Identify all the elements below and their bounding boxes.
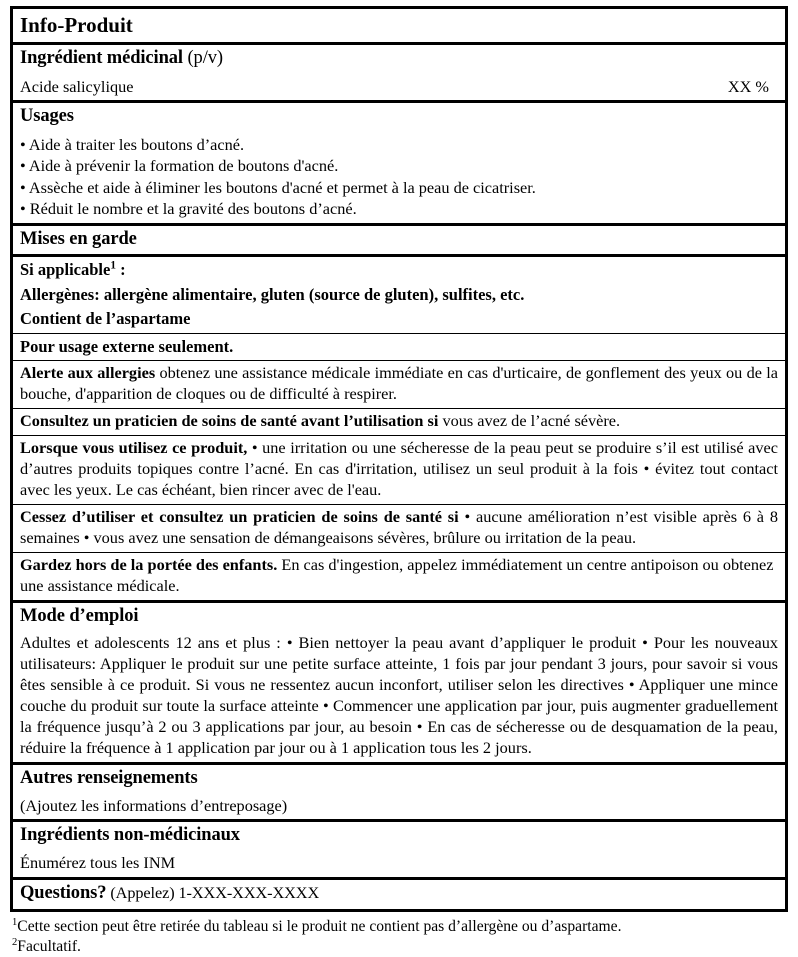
non-medicinal-heading-row: [13, 822, 785, 851]
consult-practitioner-row: [13, 408, 785, 435]
medicinal-heading-row: [13, 45, 785, 74]
other-info-heading: Autres renseignements: [20, 767, 198, 788]
questions-line: [20, 882, 778, 906]
footnote-1-marker: 1: [12, 916, 18, 928]
consult-practitioner-text: Consultez un praticien de soins de santé avant l’utilisation si vous avez de l’acné sévère.: [20, 411, 621, 431]
medicinal-heading-bold: Ingrédient médicinal: [20, 48, 183, 69]
footnote-1-text: Cette section peut être retirée du tableau si le produit ne contient pas d’allergène ou d’aspartame.: [17, 917, 622, 935]
questions-row: [13, 880, 785, 909]
when-using-text: Lorsque vous utilisez ce produit, • une irritation ou une sécheresse de la peau peut se produire s’il est utilisé avec d’autres produits topiques contre l’acné. En cas d'irritation, utilisez un seul produit à la fois • évitez tout contact avec les yeux. Le cas échéant, bien rincer avec de l'eau.: [20, 438, 778, 499]
product-facts-table: [10, 6, 788, 912]
consult-practitioner-label: Consultez un praticien de soins de santé avant l’utilisation si: [20, 411, 439, 431]
other-info-heading-row: [13, 765, 785, 794]
stop-use-row: [13, 504, 785, 552]
allergy-alert-text: Alerte aux allergies obtenez une assistance médicale immédiate en cas d'urticaire, de gonflement des yeux ou de la bouche, d'apparition de cloques ou de difficulté à respirer.: [20, 363, 779, 404]
non-medicinal-body-row: [13, 851, 785, 877]
usages-list-row: [13, 132, 785, 223]
usages-heading: Usages: [20, 106, 74, 127]
usages-list: [20, 134, 778, 220]
non-medicinal-body: Énumérez tous les INM: [20, 853, 176, 873]
section-medicinal-ingredient: [13, 45, 785, 103]
keep-away-row: [13, 552, 785, 600]
stop-use-label: Cessez d’utiliser et consultez un praticien de soins de santé si: [20, 506, 459, 526]
page-title: Info-Produit: [20, 13, 133, 37]
section-questions: [13, 880, 785, 909]
stop-use-text: Cessez d’utiliser et consultez un praticien de soins de santé si • aucune amélioration n’est visible après 6 à 8 semaines • vous avez une sensation de démangeaisons sévères, brûlure ou irritation de la peau.: [20, 506, 778, 547]
section-title: [13, 9, 785, 45]
ingredient-name: Acide salicylique: [20, 76, 134, 96]
if-applicable-row: [13, 257, 785, 332]
questions-phone: (Appelez) 1-XXX-XXX-XXXX: [106, 883, 320, 903]
ingredient-strength: XX %: [727, 76, 769, 96]
medicinal-heading: [20, 47, 778, 71]
directions-heading-row: [13, 603, 785, 632]
section-non-medicinal-ingredients: [13, 822, 785, 880]
section-other-information: [13, 765, 785, 823]
aspartame-line: Contient de l’aspartame: [20, 309, 191, 329]
medicinal-ingredient-row: [13, 74, 785, 100]
non-medicinal-heading: Ingrédients non-médicinaux: [20, 825, 240, 846]
when-using-row: [13, 435, 785, 504]
footnote-2-text: Facultatif.: [17, 938, 81, 956]
when-using-label: Lorsque vous utilisez ce produit,: [20, 438, 248, 457]
directions-body: Adultes et adolescents 12 ans et plus : • Bien nettoyer la peau avant d’appliquer le produit • Pour les nouveaux utilisateurs: Appliquer le produit sur une petite surface atteinte, 1 fois par jour pendant 3 jours, pour savoir si vous êtes sensible à ce produit. Si vous ne ressentez aucun inconfort, utiliser selon les directives • Appliquer une mince couche du produit sur toute la surface atteinte • Commencer une application par jour, puis augmenter graduellement la fréquence jusqu’à 2 ou 3 applications par jour, au besoin • En cas de sécheresse ou de desquamation de la peau, réduire la fréquence à 1 application par jour ou à 1 application tous les 2 jours.: [20, 633, 778, 757]
footnote-2-marker: 2: [12, 936, 18, 948]
questions-label: Questions?: [20, 883, 107, 904]
usages-heading-row: [13, 103, 785, 132]
footnote-1: [12, 917, 788, 937]
warnings-heading-row: [13, 226, 785, 255]
other-info-body: (Ajoutez les informations d’entreposage): [20, 795, 288, 815]
list-item: • Réduit le nombre et la gravité des boutons d’acné.: [20, 199, 357, 219]
if-applicable-label: Si applicable$^1$ :: [20, 259, 126, 280]
footnote-2: [12, 937, 788, 957]
keep-away-text: Gardez hors de la portée des enfants. En cas d'ingestion, appelez immédiatement un centre antipoison ou obtenez une assistance médicale.: [20, 554, 774, 595]
keep-away-label: Gardez hors de la portée des enfants.: [20, 554, 278, 574]
section-warnings-heading: [13, 226, 785, 258]
section-warnings-body: [13, 257, 785, 602]
directions-body-row: [13, 631, 785, 762]
medicinal-heading-rest: (p/v): [182, 48, 223, 69]
allergy-alert-row: [13, 360, 785, 408]
external-use-text: Pour usage externe seulement.: [20, 336, 234, 356]
allergy-alert-label: Alerte aux allergies: [20, 363, 156, 383]
other-info-body-row: [13, 794, 785, 820]
directions-heading: Mode d’emploi: [20, 605, 139, 626]
external-use-row: [13, 333, 785, 360]
list-item: • Aide à prévenir la formation de boutons d'acné.: [20, 156, 339, 176]
list-item: • Assèche et aide à éliminer les boutons d'acné et permet à la peau de cicatriser.: [20, 177, 536, 197]
section-directions: [13, 603, 785, 765]
allergens-line: Allergènes: allergène alimentaire, gluten (source de gluten), sulfites, etc.: [20, 284, 525, 304]
warnings-heading: Mises en garde: [20, 228, 137, 249]
list-item: • Aide à traiter les boutons d’acné.: [20, 134, 245, 154]
footnote-ref-1: 1: [110, 259, 116, 272]
section-usages: [13, 103, 785, 226]
footnotes: [10, 917, 788, 957]
